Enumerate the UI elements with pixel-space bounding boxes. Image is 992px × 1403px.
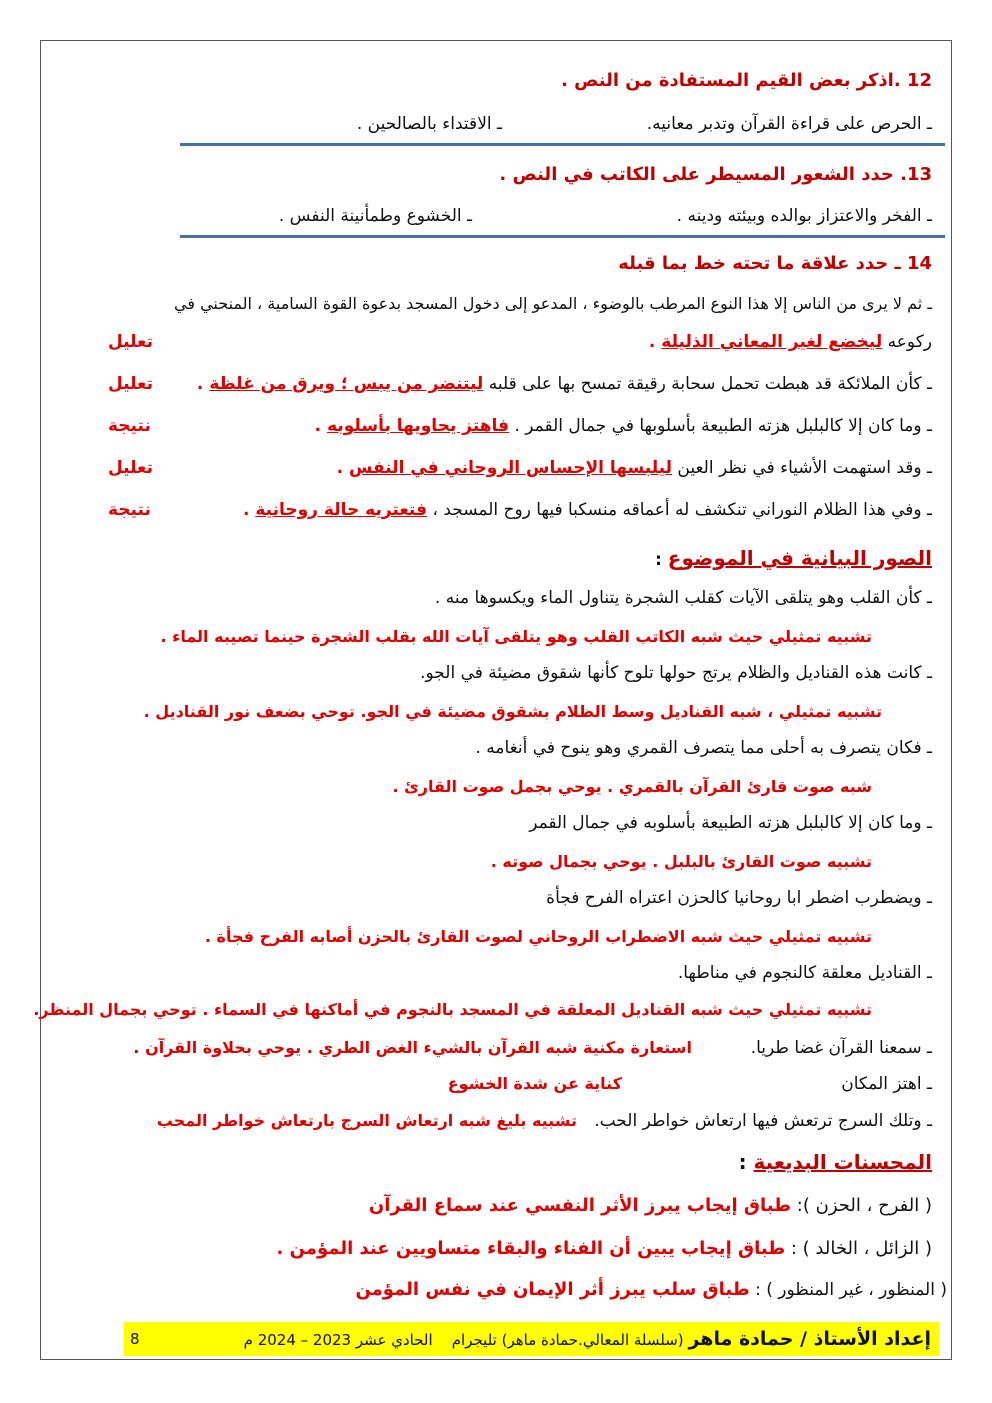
q12-title: 12 .اذكر بعض القيم المستفادة من النص . xyxy=(561,70,932,91)
footer-series: (سلسلة المعالي.حمادة ماهر) تليجرام xyxy=(451,1331,684,1349)
relation-label: نتيجة xyxy=(108,500,151,520)
q14-item-4 xyxy=(337,458,932,478)
relation-label: تعليل xyxy=(108,458,154,478)
item-tail: . xyxy=(336,458,349,478)
image-9-text: ـ وتلك السرج ترتعش فيها ارتعاش خواطر الحب. xyxy=(594,1111,932,1131)
q14-item-3 xyxy=(315,416,932,436)
relation-label: نتيجة xyxy=(108,416,151,436)
image-3-explain: شبه صوت قارئ القرآن بالقمري . يوحي بجمل صوت القارئ . xyxy=(392,777,872,796)
heading-colon: : xyxy=(655,550,668,570)
badii-heading xyxy=(739,1150,932,1174)
badii-pair: ( الزائل ، الخالد ) : xyxy=(790,1238,932,1259)
relation-label: تعليل xyxy=(108,374,154,394)
q14-item-1-line-a: ـ ثم لا يرى من الناس إلا هذا النوع المرطب بالوضوء ، المدعو إلى دخول المسجد بدعوة القوة السامية ، المنحني في xyxy=(174,294,932,313)
image-4-explain: تشبيه صوت القارئ بالبلبل . يوحي بجمال صوته . xyxy=(490,852,872,871)
image-6-text: ـ القناديل معلقة كالنجوم في مناطها. xyxy=(677,963,932,983)
q12-answer-1: ـ الحرص على قراءة القرآن وتدبر معانيه. xyxy=(646,114,932,134)
image-2-explain: تشبيه تمثيلي ، شبه القناديل وسط الظلام بشقوق مضيئة في الجو. توحي بضعف نور القناديل . xyxy=(143,702,882,721)
badii-pair: ( المنظور ، غير المنظور ) : xyxy=(755,1280,947,1300)
item-text: ـ كأن الملائكة قد هبطت تحمل سحابة رقيقة تمسح بها على قلبه xyxy=(488,374,932,394)
image-8-explain: كناية عن شدة الخشوع xyxy=(447,1074,622,1093)
separator-line xyxy=(180,143,945,146)
q14-item-1 xyxy=(649,332,932,352)
page-number: 8 xyxy=(130,1330,140,1348)
badii-explain: طباق سلب يبرز أثر الإيمان في نفس المؤمن xyxy=(355,1279,750,1300)
badii-explain: طباق إيجاب يبرز الأثر النفسي عند سماع القرآن xyxy=(368,1195,792,1216)
item-text: ـ وقد استهمت الأشياء في نظر العين xyxy=(677,458,932,478)
image-6-explain: تشبيه تمثيلي حيث شبه القناديل المعلقة في المسجد بالنجوم في أماكنها في السماء . توحي بجمال المنظر. xyxy=(33,1000,872,1019)
item-text: ـ وما كان إلا كالبلبل هزته الطبيعة بأسلوبها في جمال القمر . xyxy=(514,416,932,436)
badii-item-1 xyxy=(369,1195,932,1216)
item-text: ـ وفي هذا الظلام النوراني تنكشف له أعماقه منسكبا فيها روح المسجد ، xyxy=(432,500,932,520)
item-tail: . xyxy=(314,416,328,436)
q14-item-5 xyxy=(243,500,932,520)
item-text: ركوعه xyxy=(887,332,932,352)
images-heading xyxy=(655,546,932,570)
badii-title: المحسنات البديعية xyxy=(753,1150,932,1174)
image-7-explain: استعارة مكنية شبه القرآن بالشيء الغض الطري . يوحي بحلاوة القرآن . xyxy=(133,1038,692,1057)
image-1-text: ـ كأن القلب وهو يتلقى الآيات كقلب الشجرة يتناول الماء ويكسوها منه . xyxy=(434,588,932,608)
underlined-phrase: فتعتريه حالة روحانية xyxy=(255,500,428,520)
q13-answer-1: ـ الفخر والاعتزاز بوالده وبيئته ودينه . xyxy=(676,206,932,226)
underlined-phrase: ليتنضر من يبس ؛ ويرق من غلظة xyxy=(209,374,484,394)
underlined-phrase: ليخضع لغير المعاني الذليلة xyxy=(661,332,883,352)
image-9-explain: تشبيه بليغ شبه ارتعاش السرج بارتعاش خواطر المحب xyxy=(156,1111,577,1130)
item-tail: . xyxy=(648,332,662,352)
relation-label: تعليل xyxy=(108,332,154,352)
item-tail: . xyxy=(242,500,256,520)
badii-item-3 xyxy=(355,1279,947,1300)
footer-grade: الحادي عشر 2023 – 2024 م xyxy=(243,1331,433,1349)
item-tail: . xyxy=(196,374,210,394)
image-4-text: ـ وما كان إلا كالبلبل هزته الطبيعة بأسلوبه في جمال القمر xyxy=(529,813,932,833)
badii-pair: ( الفرح ، الحزن ): xyxy=(796,1195,932,1216)
image-5-text: ـ ويضطرب اضطر ابا روحانيا كالحزن اعتراه الفرح فجأة xyxy=(546,888,932,908)
image-7-text: ـ سمعنا القرآن غضا طريا. xyxy=(750,1038,932,1058)
q13-answer-2: ـ الخشوع وطمأنينة النفس . xyxy=(278,206,472,226)
badii-explain: طباق إيجاب يبين أن الفناء والبقاء متساويين عند المؤمن . xyxy=(276,1238,786,1259)
q14-title: 14 ـ حدد علاقة ما تحته خط بما قبله xyxy=(618,253,932,274)
underlined-phrase: فاهتز يحاويها بأسلوبه xyxy=(327,416,510,436)
image-8-text: ـ اهتز المكان xyxy=(841,1074,932,1094)
underlined-phrase: ليلبسها الإحساس الروحاني في النفس xyxy=(348,458,672,478)
q12-answer-2: ـ الاقتداء بالصالحين . xyxy=(356,114,502,134)
image-2-text: ـ كانت هذه القناديل والظلام يرتج حولها تلوح كأنها شقوق مضيئة في الجو. xyxy=(420,663,932,683)
badii-item-2 xyxy=(277,1238,932,1259)
footer-bar xyxy=(124,1322,939,1356)
images-title: الصور البيانية في الموضوع xyxy=(667,546,932,570)
heading-colon: : xyxy=(738,1150,754,1174)
image-1-explain: تشبيه تمثيلي حيث شبه الكاتب القلب وهو يتلقى آيات الله بقلب الشجرة حينما تصيبه الماء . xyxy=(160,627,872,646)
q13-title: 13. حدد الشعور المسيطر على الكاتب في النص . xyxy=(499,164,932,185)
footer-author: إعداد الأستاذ / حمادة ماهر xyxy=(688,1328,931,1350)
q14-item-2 xyxy=(197,374,932,394)
separator-line xyxy=(180,235,945,238)
image-3-text: ـ فكان يتصرف به أحلى مما يتصرف القمري وهو ينوح في أنغامه . xyxy=(475,738,932,758)
image-5-explain: تشبيه تمثيلي حيث شبه الاضطراب الروحاني لصوت القارئ بالحزن أصابه الفرح فجأة . xyxy=(204,927,872,946)
